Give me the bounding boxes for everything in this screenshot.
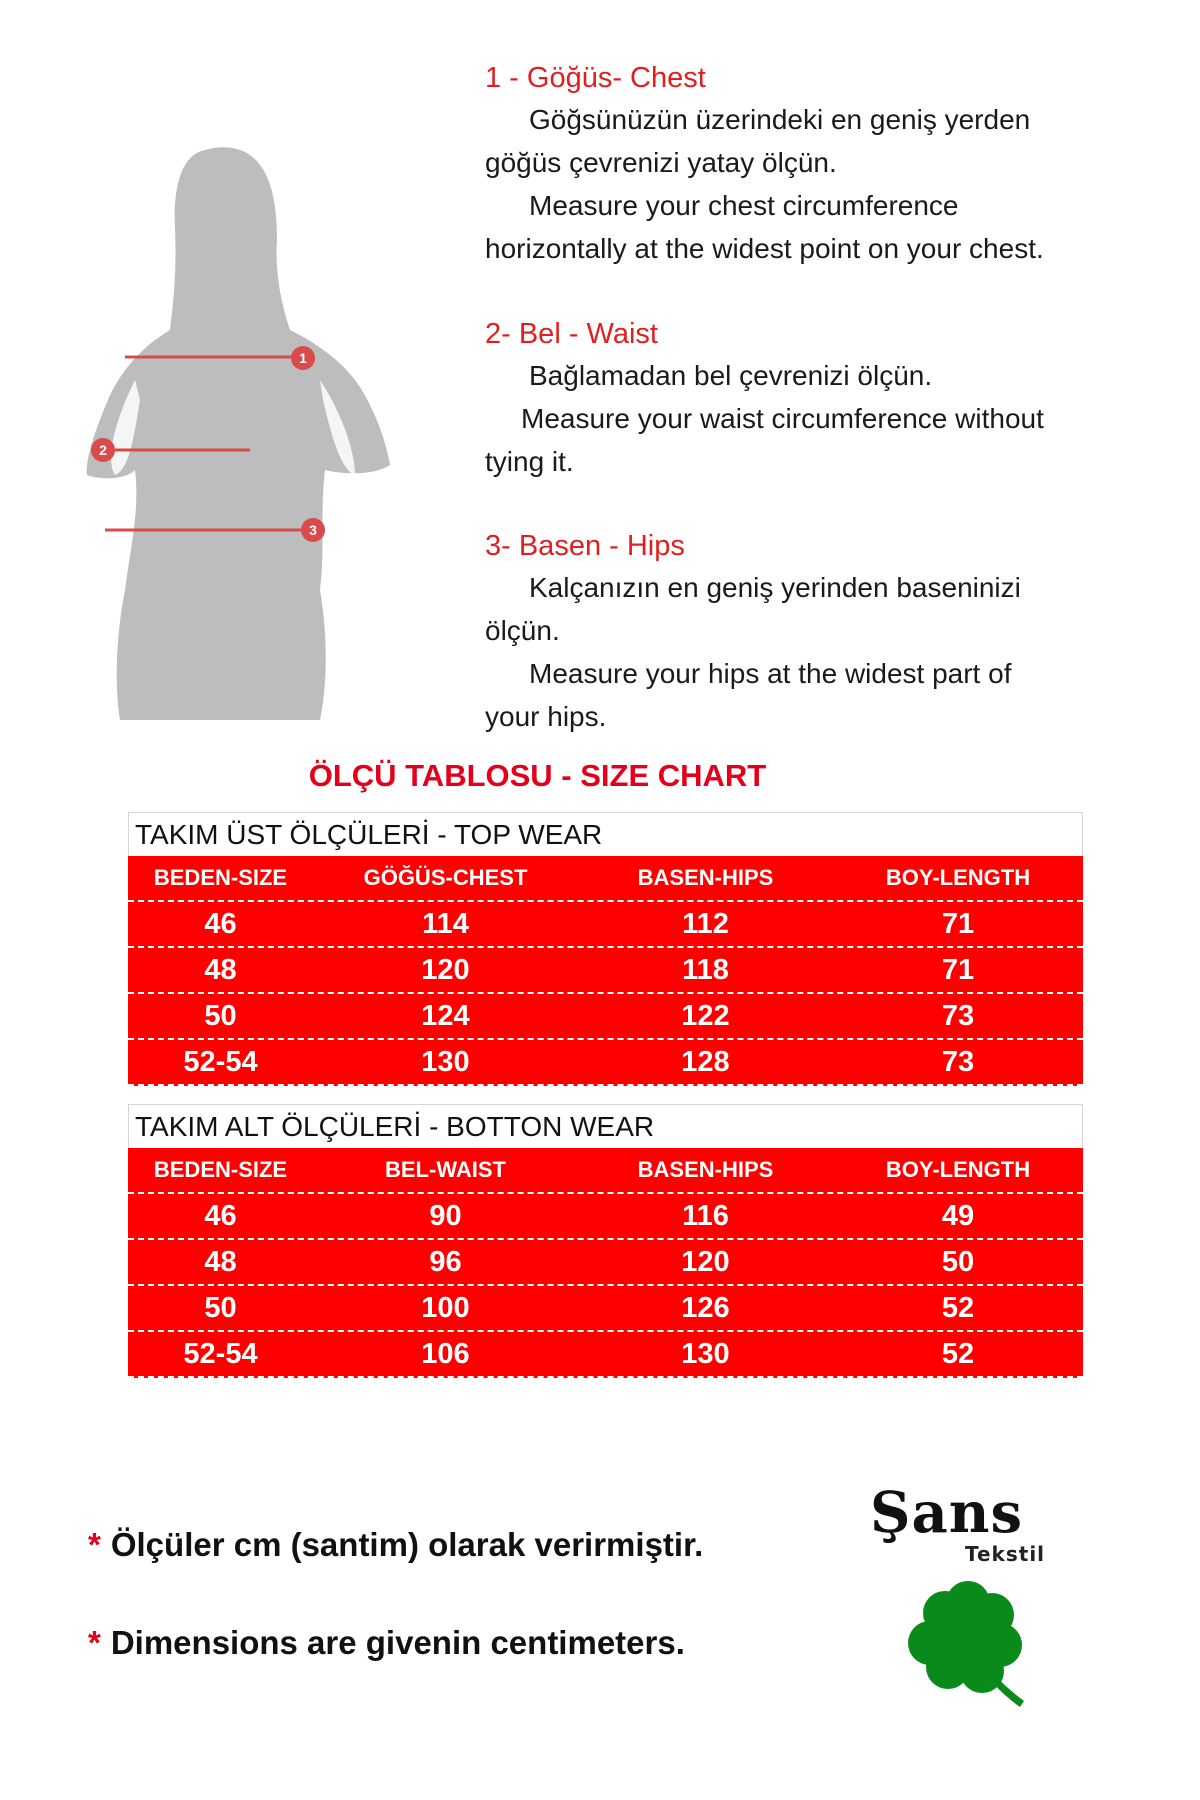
table-cell: 52 (941, 1291, 975, 1324)
section-waist-line: Measure your waist circumference without (521, 403, 1044, 434)
section-chest (485, 58, 1165, 270)
section-waist (485, 314, 1165, 483)
table-row (128, 1240, 1083, 1286)
section-chest-line: Measure your chest circumference (529, 190, 959, 221)
header-cell: GÖĞÜS-CHEST (363, 865, 528, 890)
table-cell: 49 (941, 1199, 975, 1232)
top-wear-header-row (128, 856, 1083, 902)
brand-logo (870, 1480, 1060, 1720)
table-cell: 52 (941, 1337, 975, 1370)
table-cell: 48 (204, 1245, 237, 1278)
clover-icon (900, 1575, 1035, 1715)
table-cell: 120 (421, 953, 470, 986)
table-cell: 50 (204, 999, 237, 1032)
table-cell: 116 (682, 1199, 729, 1232)
header-cell: BASEN-HIPS (637, 1157, 774, 1182)
table-cell: 52-54 (183, 1337, 258, 1370)
table-cell: 96 (429, 1245, 462, 1278)
section-hips-line: your hips. (485, 701, 607, 732)
size-chart-title: ÖLÇÜ TABLOSU - SIZE CHART (308, 758, 767, 793)
table-cell: 112 (682, 907, 729, 940)
table-cell: 48 (204, 953, 237, 986)
table-cell: 73 (941, 999, 975, 1032)
table-cell: 50 (204, 1291, 237, 1324)
section-chest-line: horizontally at the widest point on your chest. (485, 233, 1044, 264)
table-cell: 124 (421, 999, 470, 1032)
waist-marker-label: 2 (99, 442, 107, 458)
table-row (128, 1332, 1083, 1378)
bottom-wear-caption: TAKIM ALT ÖLÇÜLERİ - BOTTON WEAR (128, 1104, 1083, 1148)
table-cell: 118 (682, 953, 729, 986)
section-hips-title: 3- Basen - Hips (485, 530, 685, 562)
chest-marker-label: 1 (299, 350, 307, 366)
section-waist-line: Bağlamadan bel çevrenizi ölçün. (529, 360, 933, 391)
header-cell: BOY-LENGTH (885, 1157, 1031, 1182)
table-cell: 114 (422, 907, 469, 940)
table-cell: 73 (941, 1045, 975, 1078)
note-turkish (88, 1526, 703, 1564)
brand-name: Şans (870, 1480, 1023, 1546)
top-wear-caption: TAKIM ÜST ÖLÇÜLERİ - TOP WEAR (128, 812, 1083, 856)
header-cell: BEL-WAIST (385, 1157, 506, 1182)
table-row (128, 994, 1083, 1040)
note-english (88, 1624, 685, 1662)
table-cell: 71 (941, 953, 975, 986)
section-waist-line: tying it. (485, 446, 574, 477)
table-cell: 71 (941, 907, 975, 940)
section-waist-title: 2- Bel - Waist (485, 318, 658, 350)
table-row (128, 948, 1083, 994)
table-cell: 120 (681, 1245, 730, 1278)
table-cell: 52-54 (183, 1045, 258, 1078)
table-cell: 130 (421, 1045, 470, 1078)
bottom-wear-table (128, 1104, 1083, 1378)
header-cell: BOY-LENGTH (885, 865, 1031, 890)
body-measurement-figure (55, 130, 455, 730)
section-hips-line: Kalçanızın en geniş yerinden baseninizi (529, 572, 1021, 603)
note-english-text: Dimensions are givenin centimeters. (110, 1624, 685, 1661)
header-cell: BEDEN-SIZE (153, 865, 288, 890)
header-cell: BEDEN-SIZE (153, 1157, 288, 1182)
brand-subtitle: Tekstil (965, 1542, 1046, 1566)
table-row (128, 1286, 1083, 1332)
table-cell: 130 (681, 1337, 730, 1370)
hips-marker-label: 3 (309, 522, 317, 538)
header-cell: BASEN-HIPS (637, 865, 774, 890)
top-wear-table (128, 812, 1083, 1086)
table-cell: 46 (204, 907, 237, 940)
section-hips-line: ölçün. (485, 615, 560, 646)
table-row (128, 1040, 1083, 1086)
table-cell: 50 (941, 1245, 975, 1278)
asterisk-icon: * (88, 1624, 101, 1661)
asterisk-icon: * (88, 1526, 101, 1563)
silhouette-illustration (55, 130, 455, 730)
table-cell: 126 (681, 1291, 730, 1324)
section-hips-line: Measure your hips at the widest part of (529, 658, 1012, 689)
table-cell: 122 (681, 999, 730, 1032)
table-cell: 106 (421, 1337, 470, 1370)
section-chest-line: göğüs çevrenizi yatay ölçün. (485, 147, 837, 178)
section-chest-line: Göğsünüzün üzerindeki en geniş yerden (529, 104, 1031, 135)
table-row (128, 1194, 1083, 1240)
bottom-wear-header-row (128, 1148, 1083, 1194)
table-row (128, 902, 1083, 948)
section-chest-title: 1 - Göğüs- Chest (485, 62, 706, 94)
table-cell: 128 (681, 1045, 730, 1078)
table-cell: 90 (429, 1199, 462, 1232)
table-cell: 100 (421, 1291, 470, 1324)
section-hips (485, 526, 1165, 738)
note-turkish-text: Ölçüler cm (santim) olarak verirmiştir. (110, 1526, 704, 1563)
table-cell: 46 (204, 1199, 237, 1232)
